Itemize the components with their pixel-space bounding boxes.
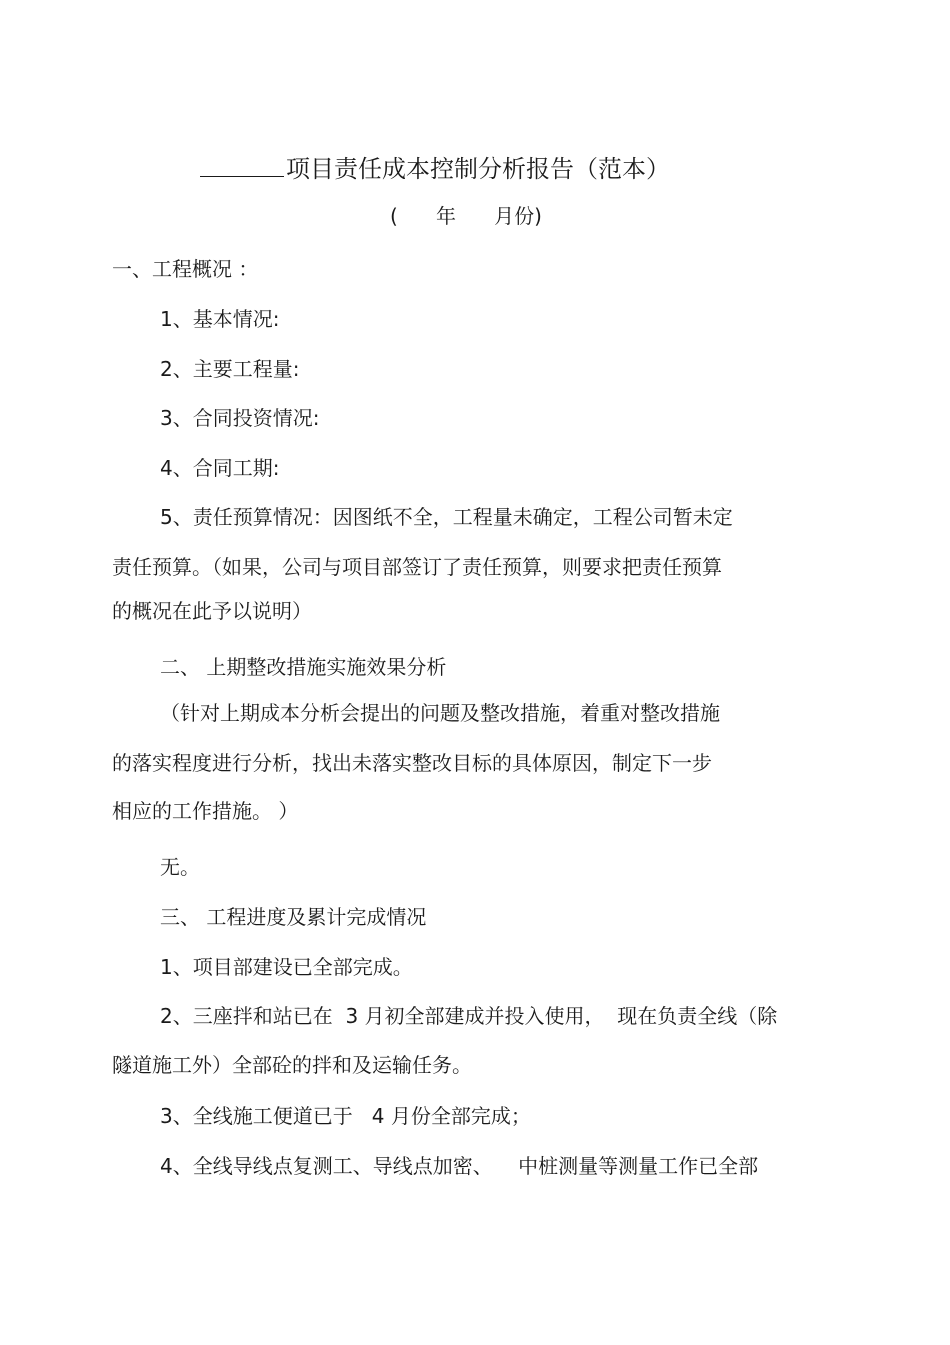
list-item: 1、基本情况:: [160, 307, 280, 331]
paragraph-line: 5、责任预算情况：因图纸不全，工程量未确定，工程公司暂未定: [160, 505, 733, 529]
section-heading-3: 三、 工程进度及累计完成情况: [160, 905, 427, 929]
paragraph-line: 的概况在此予以说明）: [112, 599, 312, 623]
list-item: 2、主要工程量:: [160, 357, 300, 381]
list-item: 2、三座拌和站已在 3 月初全部建成并投入使用， 现在负责全线（除: [160, 1004, 778, 1028]
section-heading-1: 一、工程概况 ：: [112, 257, 259, 281]
report-title-text: 项目责任成本控制分析报告（范本）: [286, 155, 670, 183]
paragraph-line: 的落实程度进行分析，找出未落实整改目标的具体原因，制定下一步: [112, 751, 712, 775]
paragraph-line: （针对上期成本分析会提出的问题及整改措施，着重对整改措施: [160, 701, 720, 725]
list-item: 4、全线导线点复测工、导线点加密、 中桩测量等测量工作已全部: [160, 1154, 759, 1178]
paragraph-line: 无。: [160, 855, 200, 879]
list-item: 3、全线施工便道已于 4 月份全部完成；: [160, 1104, 531, 1128]
section-heading-2: 二、 上期整改措施实施效果分析: [160, 655, 447, 679]
list-item: 3、合同投资情况:: [160, 406, 320, 430]
report-title: [200, 154, 760, 184]
paragraph-line: 相应的工作措施。 ）: [112, 799, 299, 823]
list-item: 4、合同工期:: [160, 456, 280, 480]
list-item: 1、项目部建设已全部完成。: [160, 955, 413, 979]
title-blank-line: [200, 154, 284, 177]
paragraph-line: 责任预算。（如果，公司与项目部签订了责任预算，则要求把责任预算: [112, 555, 722, 579]
report-period: ( 年 月份): [390, 204, 542, 228]
paragraph-line: 隧道施工外）全部砼的拌和及运输任务。: [112, 1053, 472, 1077]
